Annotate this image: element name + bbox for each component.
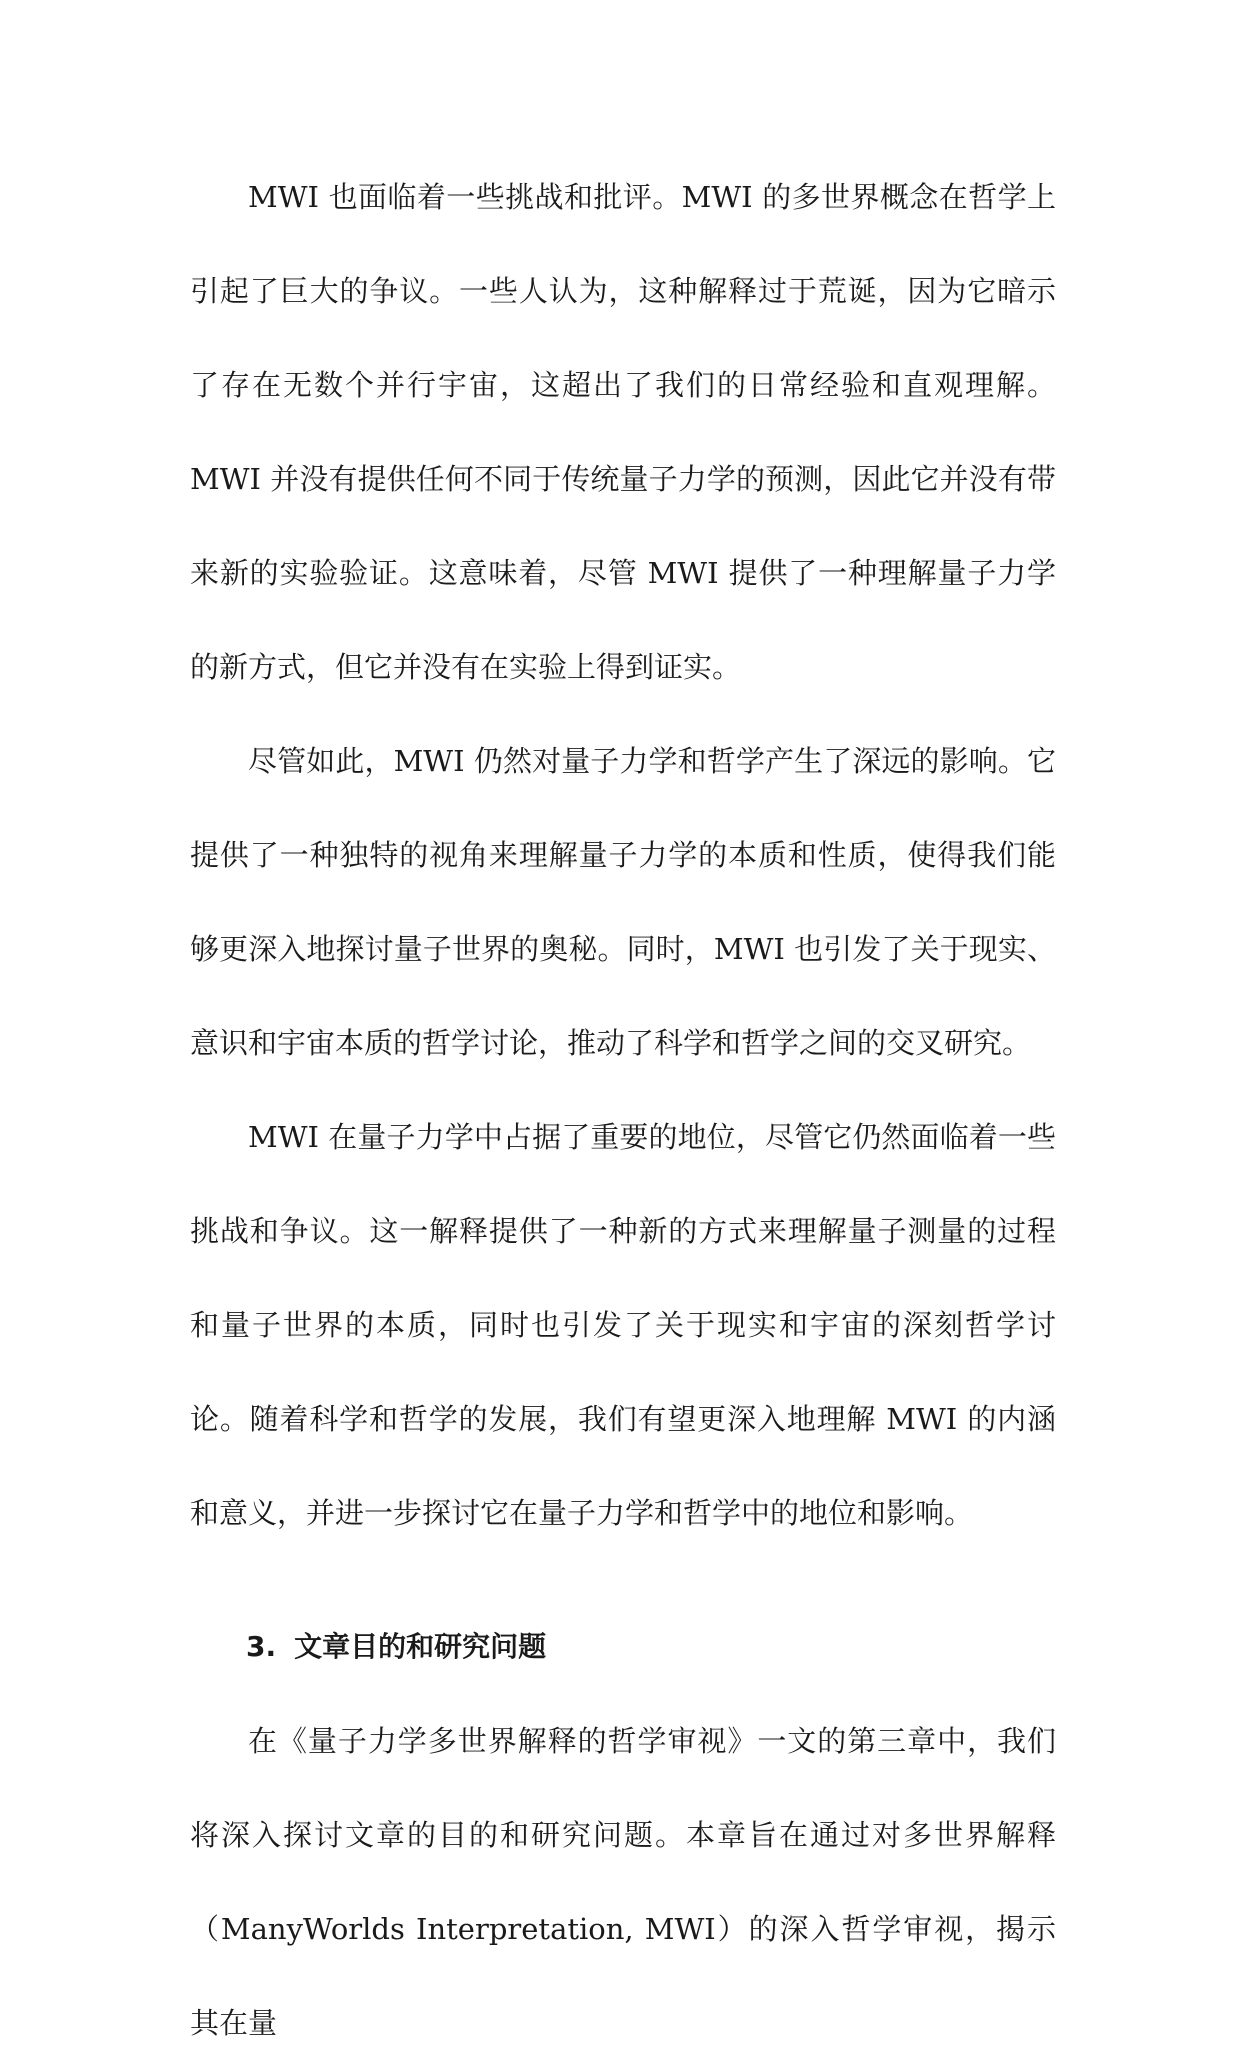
paragraph: MWI 也面临着一些挑战和批评。MWI 的多世界概念在哲学上引起了巨大的争议。一些人认为，这种解释过于荒诞，因为它暗示了存在无数个并行宇宙，这超出了我们的日常经验和直观理解。MWI 并没有提供任何不同于传统量子力学的预测，因此它并没有带来新的实验验证。这意味着，尽管 MWI 提供了一种理解量子力学的新方式，但它并没有在实验上得到证实。 [190,180,1056,684]
section-title: 文章目的和研究问题 [294,1630,547,1663]
document-body [190,150,1056,2070]
section-heading [190,1600,1056,1694]
section-number: 3. [246,1630,277,1663]
paragraph: 在《量子力学多世界解释的哲学审视》一文的第三章中，我们将深入探讨文章的目的和研究问题。本章旨在通过对多世界解释（ManyWorlds Interpretation, MWI）的深入哲学审视，揭示其在量 [190,1724,1056,2040]
paragraph: 尽管如此，MWI 仍然对量子力学和哲学产生了深远的影响。它提供了一种独特的视角来理解量子力学的本质和性质，使得我们能够更深入地探讨量子世界的奥秘。同时，MWI 也引发了关于现实、意识和宇宙本质的哲学讨论，推动了科学和哲学之间的交叉研究。 [190,744,1056,1060]
paragraph: MWI 在量子力学中占据了重要的地位，尽管它仍然面临着一些挑战和争议。这一解释提供了一种新的方式来理解量子测量的过程和量子世界的本质，同时也引发了关于现实和宇宙的深刻哲学讨论。随着科学和哲学的发展，我们有望更深入地理解 MWI 的内涵和意义，并进一步探讨它在量子力学和哲学中的地位和影响。 [190,1120,1056,1530]
